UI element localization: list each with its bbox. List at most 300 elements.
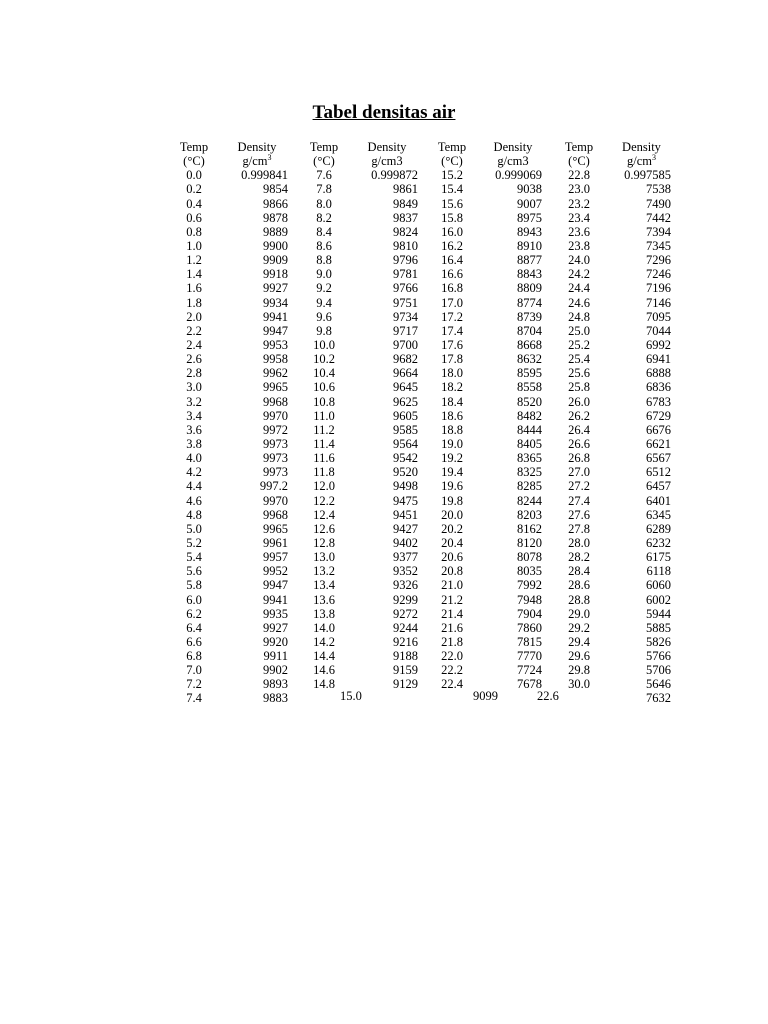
temp-cell: 3.2 bbox=[186, 394, 202, 409]
density-cell: 9402 bbox=[393, 535, 418, 550]
temp-cell: 5.0 bbox=[186, 521, 202, 536]
temp-cell: 12.2 bbox=[313, 493, 335, 508]
temp-cell: 18.6 bbox=[441, 408, 463, 423]
density-cell: 7296 bbox=[646, 253, 671, 268]
density-cell: 8365 bbox=[517, 451, 542, 466]
density-cell: 6729 bbox=[646, 408, 671, 423]
header-temp: Temp bbox=[437, 140, 467, 154]
temp-cell: 6.6 bbox=[186, 634, 202, 649]
density-cell: 9973 bbox=[263, 451, 288, 466]
density-cell: 6060 bbox=[646, 578, 671, 593]
density-cell: 7095 bbox=[646, 309, 671, 324]
temp-cell: 25.6 bbox=[568, 366, 590, 381]
density-cell: 9947 bbox=[263, 323, 288, 338]
temp-cell: 10.8 bbox=[313, 394, 335, 409]
density-cell: 0.999069 bbox=[495, 168, 542, 183]
temp-cell: 23.4 bbox=[568, 210, 590, 225]
density-cell: 6457 bbox=[646, 479, 671, 494]
density-cell: 6002 bbox=[646, 592, 671, 607]
header-temp: Temp bbox=[309, 140, 339, 154]
density-cell: 9957 bbox=[263, 550, 288, 565]
temp-cell: 17.8 bbox=[441, 352, 463, 367]
temp-cell: 21.0 bbox=[441, 578, 463, 593]
density-cell: 6512 bbox=[646, 465, 671, 480]
temp-cell: 1.4 bbox=[186, 267, 202, 282]
temp-cell: 26.8 bbox=[568, 451, 590, 466]
temp-cell: 18.0 bbox=[441, 366, 463, 381]
density-cell: 7724 bbox=[517, 663, 542, 678]
density-cell: 9038 bbox=[517, 182, 542, 197]
temp-cell: 7.8 bbox=[316, 182, 332, 197]
temp-cell: 19.4 bbox=[441, 465, 463, 480]
header-temp: Temp bbox=[179, 140, 209, 154]
temp-cell: 7.4 bbox=[186, 691, 202, 706]
temp-cell: 6.8 bbox=[186, 649, 202, 664]
temp-cell: 5.4 bbox=[186, 550, 202, 565]
density-cell: 9900 bbox=[263, 238, 288, 253]
temp-cell: 25.2 bbox=[568, 337, 590, 352]
temp-cell: 4.4 bbox=[186, 479, 202, 494]
density-cell: 9965 bbox=[263, 521, 288, 536]
density-cell: 7538 bbox=[646, 182, 671, 197]
temp-cell: 19.6 bbox=[441, 479, 463, 494]
density-cell: 8405 bbox=[517, 436, 542, 451]
density-cell: 8558 bbox=[517, 380, 542, 395]
temp-cell: 17.4 bbox=[441, 323, 463, 338]
header-density: Density bbox=[493, 140, 533, 154]
density-cell: 9272 bbox=[393, 606, 418, 621]
temp-cell: 28.6 bbox=[568, 578, 590, 593]
temp-cell: 1.0 bbox=[186, 238, 202, 253]
temp-cell: 27.8 bbox=[568, 521, 590, 536]
temp-cell: 0.6 bbox=[186, 210, 202, 225]
density-cell: 9766 bbox=[393, 281, 418, 296]
density-cell: 8739 bbox=[517, 309, 542, 324]
density-cell: 8774 bbox=[517, 295, 542, 310]
temp-cell: 4.2 bbox=[186, 465, 202, 480]
temp-cell: 7.0 bbox=[186, 663, 202, 678]
density-cell: 9700 bbox=[393, 337, 418, 352]
temp-cell: 11.0 bbox=[313, 408, 335, 423]
temp-cell: 22.2 bbox=[441, 663, 463, 678]
density-cell: 6992 bbox=[646, 337, 671, 352]
density-cell: 8910 bbox=[517, 238, 542, 253]
temp-cell: 0.4 bbox=[186, 196, 202, 211]
density-cell: 6345 bbox=[646, 507, 671, 522]
temp-cell: 14.6 bbox=[313, 663, 335, 678]
density-cell: 7904 bbox=[517, 606, 542, 621]
temp-cell: 2.8 bbox=[186, 366, 202, 381]
density-cell: 9918 bbox=[263, 267, 288, 282]
temp-cell: 26.6 bbox=[568, 436, 590, 451]
temp-cell: 16.0 bbox=[441, 224, 463, 239]
density-cell: 8704 bbox=[517, 323, 542, 338]
density-cell: 8162 bbox=[517, 521, 542, 536]
temp-cell: 10.2 bbox=[313, 352, 335, 367]
density-cell: 9878 bbox=[263, 210, 288, 225]
temp-cell: 9.0 bbox=[316, 267, 332, 282]
density-cell: 9962 bbox=[263, 366, 288, 381]
last-row-density-9099: 9099 bbox=[473, 689, 498, 703]
density-cell: 9751 bbox=[393, 295, 418, 310]
density-cell: 9451 bbox=[393, 507, 418, 522]
temp-cell: 12.4 bbox=[313, 507, 335, 522]
temp-cell: 10.6 bbox=[313, 380, 335, 395]
temp-cell: 10.0 bbox=[313, 337, 335, 352]
density-cell: 8120 bbox=[517, 535, 542, 550]
density-cell: 6783 bbox=[646, 394, 671, 409]
temp-cell: 29.0 bbox=[568, 606, 590, 621]
temp-cell: 14.2 bbox=[313, 634, 335, 649]
density-cell: 9824 bbox=[393, 224, 418, 239]
temp-cell: 2.2 bbox=[186, 323, 202, 338]
temp-cell: 24.6 bbox=[568, 295, 590, 310]
temp-cell: 24.0 bbox=[568, 253, 590, 268]
temp-cell: 20.8 bbox=[441, 564, 463, 579]
temp-cell: 21.2 bbox=[441, 592, 463, 607]
density-cell: 9861 bbox=[393, 182, 418, 197]
temp-cell: 17.6 bbox=[441, 337, 463, 352]
density-cell: 8482 bbox=[517, 408, 542, 423]
temp-cell: 2.0 bbox=[186, 309, 202, 324]
density-cell: 7632 bbox=[646, 691, 671, 706]
temp-cell: 13.8 bbox=[313, 606, 335, 621]
density-cell: 9883 bbox=[263, 691, 288, 706]
density-cell: 5646 bbox=[646, 677, 671, 692]
last-row-temp-22-6: 22.6 bbox=[537, 689, 559, 703]
temp-cell: 13.0 bbox=[313, 550, 335, 565]
temp-cell: 16.2 bbox=[441, 238, 463, 253]
density-cell: 9664 bbox=[393, 366, 418, 381]
density-cell: 5885 bbox=[646, 620, 671, 635]
density-cell: 8285 bbox=[517, 479, 542, 494]
temp-cell: 15.6 bbox=[441, 196, 463, 211]
temp-cell: 11.6 bbox=[313, 451, 335, 466]
density-cell: 7992 bbox=[517, 578, 542, 593]
temp-cell: 4.0 bbox=[186, 451, 202, 466]
temp-cell: 14.0 bbox=[313, 620, 335, 635]
temp-cell: 16.4 bbox=[441, 253, 463, 268]
density-cell: 9947 bbox=[263, 578, 288, 593]
temp-cell: 7.6 bbox=[316, 168, 332, 183]
density-cell: 9475 bbox=[393, 493, 418, 508]
density-cell: 9973 bbox=[263, 436, 288, 451]
density-cell: 9902 bbox=[263, 663, 288, 678]
density-cell: 5706 bbox=[646, 663, 671, 678]
density-cell: 7860 bbox=[517, 620, 542, 635]
temp-cell: 13.2 bbox=[313, 564, 335, 579]
temp-column-4 bbox=[557, 140, 601, 691]
temp-cell: 22.0 bbox=[441, 649, 463, 664]
temp-cell: 13.6 bbox=[313, 592, 335, 607]
temp-cell: 12.6 bbox=[313, 521, 335, 536]
density-cell: 6941 bbox=[646, 352, 671, 367]
header-density-unit: $g/cm^3$ bbox=[627, 153, 656, 169]
header-density-unit: g/cm3 bbox=[371, 154, 403, 169]
temp-cell: 29.6 bbox=[568, 649, 590, 664]
density-cell: 8595 bbox=[517, 366, 542, 381]
density-cell: 9935 bbox=[263, 606, 288, 621]
temp-cell: 26.0 bbox=[568, 394, 590, 409]
density-cell: 9970 bbox=[263, 493, 288, 508]
temp-cell: 27.2 bbox=[568, 479, 590, 494]
temp-cell: 19.0 bbox=[441, 436, 463, 451]
temp-cell: 15.2 bbox=[441, 168, 463, 183]
temp-cell: 5.2 bbox=[186, 535, 202, 550]
temp-cell: 22.8 bbox=[568, 168, 590, 183]
temp-cell: 2.6 bbox=[186, 352, 202, 367]
header-temp-unit: (°C) bbox=[183, 154, 205, 169]
temp-cell: 27.0 bbox=[568, 465, 590, 480]
density-cell: 9927 bbox=[263, 281, 288, 296]
temp-cell: 12.8 bbox=[313, 535, 335, 550]
density-cell: 9605 bbox=[393, 408, 418, 423]
temp-cell: 30.0 bbox=[568, 677, 590, 692]
temp-cell: 20.2 bbox=[441, 521, 463, 536]
density-cell: 7394 bbox=[646, 224, 671, 239]
density-cell: 8843 bbox=[517, 267, 542, 282]
density-column-1 bbox=[226, 140, 288, 706]
density-cell: 9849 bbox=[393, 196, 418, 211]
temp-cell: 0.8 bbox=[186, 224, 202, 239]
temp-cell: 18.2 bbox=[441, 380, 463, 395]
temp-cell: 9.4 bbox=[316, 295, 332, 310]
density-cell: 8035 bbox=[517, 564, 542, 579]
density-cell: 8444 bbox=[517, 422, 542, 437]
temp-cell: 16.6 bbox=[441, 267, 463, 282]
density-cell: 5944 bbox=[646, 606, 671, 621]
page-title: Tabel densitas air bbox=[312, 102, 456, 123]
density-cell: 9961 bbox=[263, 535, 288, 550]
temp-cell: 29.8 bbox=[568, 663, 590, 678]
density-cell: 9952 bbox=[263, 564, 288, 579]
density-cell: 8668 bbox=[517, 337, 542, 352]
header-temp-unit: (°C) bbox=[568, 154, 590, 169]
density-cell: 7678 bbox=[517, 677, 542, 692]
density-cell: 9781 bbox=[393, 267, 418, 282]
density-cell: 9909 bbox=[263, 253, 288, 268]
density-cell: 9244 bbox=[393, 620, 418, 635]
density-cell: 0.999872 bbox=[371, 168, 418, 183]
temp-cell: 29.4 bbox=[568, 634, 590, 649]
temp-cell: 27.6 bbox=[568, 507, 590, 522]
density-cell: 997.2 bbox=[259, 479, 288, 494]
density-cell: 9810 bbox=[393, 238, 418, 253]
temp-cell: 14.8 bbox=[313, 677, 335, 692]
header-temp-unit: (°C) bbox=[313, 154, 335, 169]
density-cell: 9564 bbox=[393, 436, 418, 451]
density-cell: 7345 bbox=[646, 238, 671, 253]
density-cell: 9927 bbox=[263, 620, 288, 635]
temp-cell: 20.4 bbox=[441, 535, 463, 550]
temp-cell: 6.2 bbox=[186, 606, 202, 621]
density-cell: 9941 bbox=[263, 592, 288, 607]
density-cell: 9299 bbox=[393, 592, 418, 607]
density-cell: 9188 bbox=[393, 649, 418, 664]
density-cell: 9734 bbox=[393, 309, 418, 324]
density-cell: 9889 bbox=[263, 224, 288, 239]
temp-cell: 3.4 bbox=[186, 408, 202, 423]
temp-cell: 22.4 bbox=[441, 677, 463, 692]
temp-cell: 17.2 bbox=[441, 309, 463, 324]
density-cell: 9970 bbox=[263, 408, 288, 423]
density-cell: 8975 bbox=[517, 210, 542, 225]
temp-cell: 10.4 bbox=[313, 366, 335, 381]
density-cell: 9326 bbox=[393, 578, 418, 593]
density-cell: 0.999841 bbox=[241, 168, 288, 183]
density-column-4 bbox=[612, 140, 671, 706]
density-cell: 5766 bbox=[646, 649, 671, 664]
header-temp: Temp bbox=[564, 140, 594, 154]
density-cell: 8877 bbox=[517, 253, 542, 268]
density-cell: 9893 bbox=[263, 677, 288, 692]
density-cell: 7815 bbox=[517, 634, 542, 649]
density-cell: 6175 bbox=[646, 550, 671, 565]
density-cell: 6401 bbox=[646, 493, 671, 508]
temp-cell: 4.8 bbox=[186, 507, 202, 522]
density-cell: 7948 bbox=[517, 592, 542, 607]
temp-cell: 26.2 bbox=[568, 408, 590, 423]
density-cell: 9377 bbox=[393, 550, 418, 565]
density-cell: 8632 bbox=[517, 352, 542, 367]
temp-cell: 25.0 bbox=[568, 323, 590, 338]
temp-cell: 5.8 bbox=[186, 578, 202, 593]
density-cell: 9542 bbox=[393, 451, 418, 466]
density-cell: 9007 bbox=[517, 196, 542, 211]
temp-cell: 4.6 bbox=[186, 493, 202, 508]
density-cell: 9129 bbox=[393, 677, 418, 692]
density-cell: 9972 bbox=[263, 422, 288, 437]
density-cell: 8809 bbox=[517, 281, 542, 296]
temp-cell: 0.0 bbox=[186, 168, 202, 183]
density-cell: 9585 bbox=[393, 422, 418, 437]
density-cell: 7442 bbox=[646, 210, 671, 225]
temp-cell: 9.8 bbox=[316, 323, 332, 338]
temp-column-3 bbox=[430, 140, 474, 691]
density-cell: 9934 bbox=[263, 295, 288, 310]
temp-column-2 bbox=[302, 140, 346, 691]
temp-cell: 12.0 bbox=[313, 479, 335, 494]
density-cell: 9645 bbox=[393, 380, 418, 395]
density-cell: 9958 bbox=[263, 352, 288, 367]
temp-cell: 21.4 bbox=[441, 606, 463, 621]
header-density: Density bbox=[622, 140, 661, 154]
density-cell: 9352 bbox=[393, 564, 418, 579]
temp-cell: 3.8 bbox=[186, 436, 202, 451]
temp-cell: 15.8 bbox=[441, 210, 463, 225]
density-cell: 9968 bbox=[263, 507, 288, 522]
density-cell: 9911 bbox=[263, 649, 288, 664]
density-cell: 8078 bbox=[517, 550, 542, 565]
header-density-unit: $g/cm^3$ bbox=[242, 153, 272, 169]
density-cell: 7146 bbox=[646, 295, 671, 310]
header-temp-unit: (°C) bbox=[441, 154, 463, 169]
density-cell: 8520 bbox=[517, 394, 542, 409]
density-cell: 9837 bbox=[393, 210, 418, 225]
header-density-unit: g/cm3 bbox=[497, 154, 529, 169]
temp-cell: 7.2 bbox=[186, 677, 202, 692]
temp-cell: 9.6 bbox=[316, 309, 332, 324]
temp-cell: 8.4 bbox=[316, 224, 332, 239]
temp-cell: 9.2 bbox=[316, 281, 332, 296]
temp-cell: 18.8 bbox=[441, 422, 463, 437]
density-cell: 7770 bbox=[517, 649, 542, 664]
temp-cell: 24.2 bbox=[568, 267, 590, 282]
temp-cell: 25.8 bbox=[568, 380, 590, 395]
temp-cell: 21.6 bbox=[441, 620, 463, 635]
density-cell: 6621 bbox=[646, 436, 671, 451]
temp-cell: 21.8 bbox=[441, 634, 463, 649]
density-column-3 bbox=[484, 140, 542, 691]
density-cell: 6118 bbox=[646, 564, 671, 579]
density-cell: 8943 bbox=[517, 224, 542, 239]
temp-cell: 28.0 bbox=[568, 535, 590, 550]
density-cell: 9920 bbox=[263, 634, 288, 649]
density-column-2 bbox=[356, 140, 418, 691]
density-cell: 6676 bbox=[646, 422, 671, 437]
temp-cell: 8.2 bbox=[316, 210, 332, 225]
last-row-temp-15: 15.0 bbox=[340, 689, 362, 703]
temp-column-1 bbox=[172, 140, 216, 706]
density-cell: 8325 bbox=[517, 465, 542, 480]
temp-cell: 1.6 bbox=[186, 281, 202, 296]
header-density: Density bbox=[237, 140, 277, 154]
density-cell: 9968 bbox=[263, 394, 288, 409]
density-cell: 9953 bbox=[263, 337, 288, 352]
temp-cell: 19.8 bbox=[441, 493, 463, 508]
temp-cell: 1.2 bbox=[186, 253, 202, 268]
temp-cell: 0.2 bbox=[186, 182, 202, 197]
density-cell: 9941 bbox=[263, 309, 288, 324]
temp-cell: 23.2 bbox=[568, 196, 590, 211]
density-cell: 9520 bbox=[393, 465, 418, 480]
density-cell: 8244 bbox=[517, 493, 542, 508]
temp-cell: 24.8 bbox=[568, 309, 590, 324]
temp-cell: 20.6 bbox=[441, 550, 463, 565]
density-cell: 9625 bbox=[393, 394, 418, 409]
density-cell: 9854 bbox=[263, 182, 288, 197]
header-density: Density bbox=[367, 140, 407, 154]
temp-cell: 28.4 bbox=[568, 564, 590, 579]
temp-cell: 17.0 bbox=[441, 295, 463, 310]
density-cell: 9866 bbox=[263, 196, 288, 211]
density-cell: 0.997585 bbox=[624, 168, 671, 183]
temp-cell: 23.0 bbox=[568, 182, 590, 197]
temp-cell: 23.6 bbox=[568, 224, 590, 239]
temp-cell: 11.8 bbox=[313, 465, 335, 480]
temp-cell: 1.8 bbox=[186, 295, 202, 310]
temp-cell: 23.8 bbox=[568, 238, 590, 253]
temp-cell: 11.4 bbox=[313, 436, 335, 451]
temp-cell: 6.0 bbox=[186, 592, 202, 607]
temp-cell: 5.6 bbox=[186, 564, 202, 579]
temp-cell: 28.2 bbox=[568, 550, 590, 565]
temp-cell: 8.8 bbox=[316, 253, 332, 268]
temp-cell: 19.2 bbox=[441, 451, 463, 466]
density-cell: 9682 bbox=[393, 352, 418, 367]
temp-cell: 8.6 bbox=[316, 238, 332, 253]
temp-cell: 15.4 bbox=[441, 182, 463, 197]
temp-cell: 2.4 bbox=[186, 337, 202, 352]
temp-cell: 24.4 bbox=[568, 281, 590, 296]
temp-cell: 3.6 bbox=[186, 422, 202, 437]
density-cell: 9427 bbox=[393, 521, 418, 536]
temp-cell: 14.4 bbox=[313, 649, 335, 664]
density-cell: 6567 bbox=[646, 451, 671, 466]
density-cell: 9717 bbox=[393, 323, 418, 338]
temp-cell: 16.8 bbox=[441, 281, 463, 296]
density-cell: 7246 bbox=[646, 267, 671, 282]
